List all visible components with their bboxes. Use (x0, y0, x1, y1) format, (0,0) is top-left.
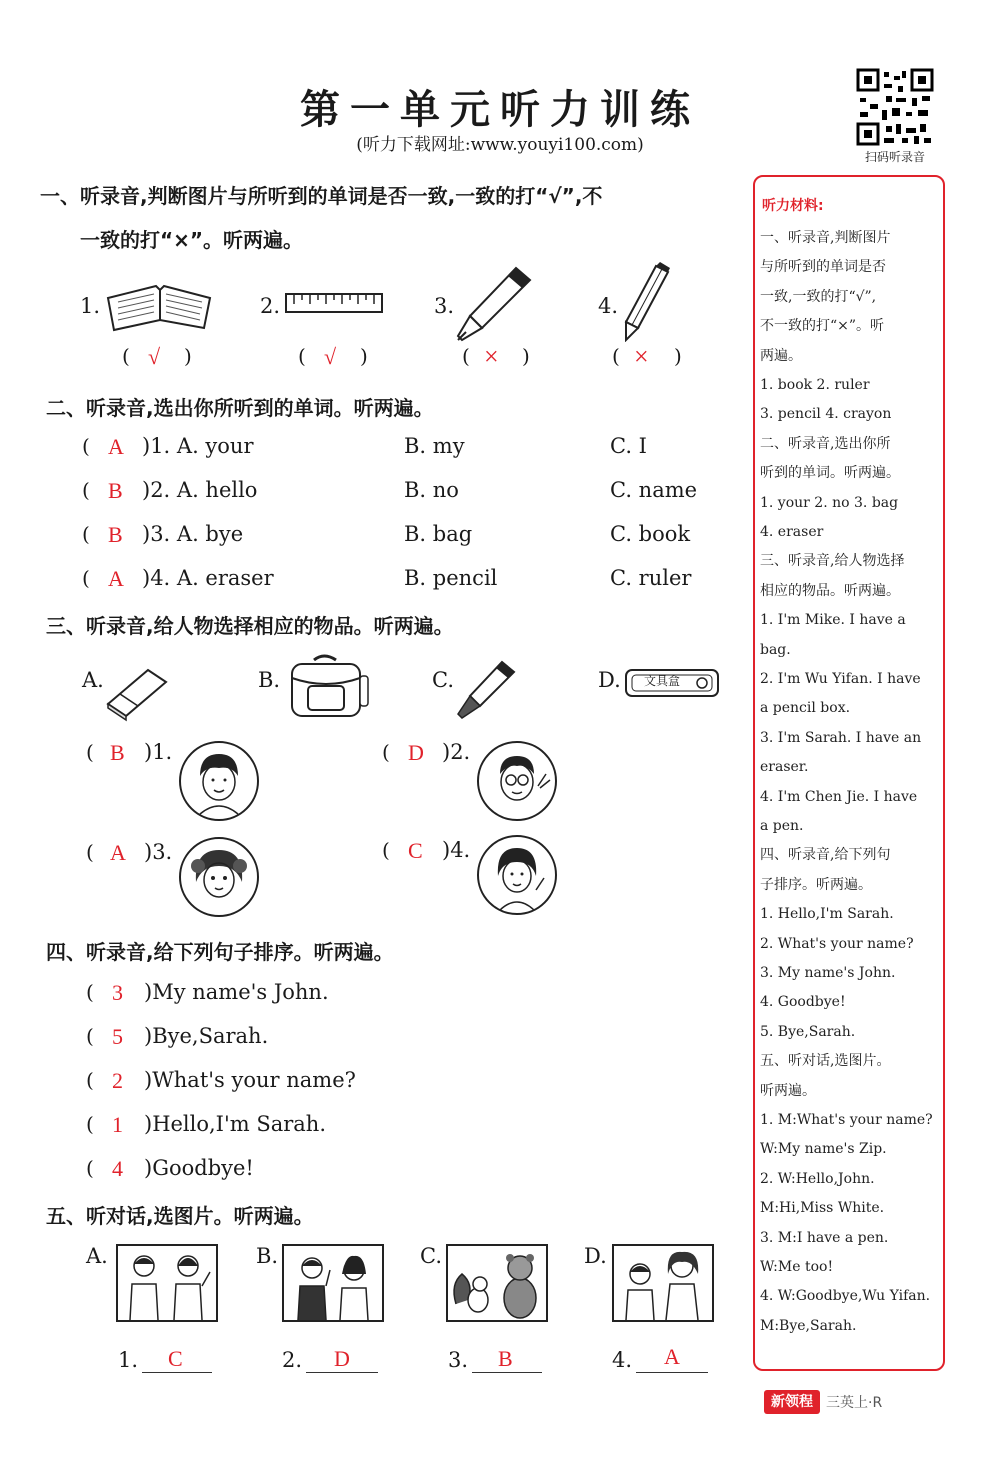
listening-script-line: 4. W:Goodbye,Wu Yifan. (760, 1288, 931, 1305)
listening-script-line: 四、听录音,给下列句 (760, 847, 891, 864)
answer-check: √ (324, 344, 337, 369)
listening-script-line: 1. I'm Mike. I have a (760, 612, 906, 629)
listening-script-line: 三、听录音,给人物选择 (760, 553, 905, 570)
option-a: )1. A. your (142, 434, 254, 458)
listening-script-line: 1. book 2. ruler (760, 377, 870, 393)
answer-order: 3 (112, 980, 123, 1005)
listening-script-line: 一致,一致的打“√”, (760, 288, 877, 305)
pencil-box-label: 文具盒 (644, 674, 681, 688)
answer-letter: A (664, 1344, 680, 1369)
section4-prompt: 四、听录音,给下列句子排序。听两遍。 (46, 940, 394, 964)
item-number: 3. (434, 294, 455, 318)
listening-script-line: 2. What's your name? (760, 935, 914, 952)
listening-script-line: 二、听录音,选出你所 (760, 435, 891, 452)
item-number: )2. (442, 740, 471, 764)
sentence: )What's your name? (144, 1068, 356, 1092)
option-c: C. name (610, 478, 698, 502)
option-label: D. (584, 1244, 607, 1268)
listening-script-line: 3. I'm Sarah. I have an (760, 729, 922, 746)
answer-letter: B (108, 522, 123, 547)
section1-prompt: 一、听录音,判断图片与所听到的单词是否一致,一致的打“√”,不 (40, 184, 603, 208)
footer-text: 三英上·R (826, 1395, 883, 1411)
section3-prompt: 三、听录音,给人物选择相应的物品。听两遍。 (46, 614, 454, 638)
dialogue-picture-c (446, 1244, 548, 1322)
book-icon (104, 276, 214, 336)
answer-letter: C (168, 1346, 183, 1371)
listening-script-line: 与所听到的单词是否 (760, 259, 886, 276)
listening-script-line: 2. W:Hello,John. (760, 1170, 875, 1187)
item-number: 2. (260, 294, 281, 318)
listening-script-line: M:Bye,Sarah. (760, 1317, 857, 1334)
listening-script-line: W:Me too! (760, 1259, 834, 1275)
listening-script-line: 4. eraser (760, 524, 824, 540)
option-label: D. (598, 668, 621, 692)
option-b: B. my (404, 434, 465, 458)
schoolbag-icon (284, 652, 370, 722)
girl-avatar-icon (178, 836, 260, 918)
option-c: C. ruler (610, 566, 692, 590)
section1-prompt-line2: 一致的打“×”。听两遍。 (80, 228, 304, 252)
sentence: )Hello,I'm Sarah. (144, 1112, 327, 1136)
listening-script-heading: 听力材料: (762, 198, 824, 214)
eraser-icon (104, 664, 170, 722)
answer-letter: D (408, 740, 424, 765)
qr-caption: 扫码听录音 (864, 150, 925, 164)
answer-letter: D (334, 1346, 350, 1371)
listening-script-line: 相应的物品。听两遍。 (760, 582, 900, 599)
girl-waving-avatar-icon (476, 834, 558, 916)
qr-code-icon[interactable] (856, 68, 934, 146)
option-label: A. (82, 668, 104, 692)
option-b: B. pencil (404, 566, 498, 590)
listening-script-line: 子排序。听两遍。 (760, 876, 872, 893)
option-a: )4. A. eraser (142, 566, 274, 590)
answer-letter: A (110, 840, 126, 865)
listening-script-line: W:My name's Zip. (760, 1141, 887, 1158)
pen-icon (454, 658, 518, 722)
option-label: B. (258, 668, 281, 692)
sentence: )My name's John. (144, 980, 329, 1004)
option-label: C. (420, 1244, 442, 1268)
listening-script-line: 2. I'm Wu Yifan. I have (760, 671, 921, 687)
dialogue-picture-a (116, 1244, 218, 1322)
listening-script-line: 1. your 2. no 3. bag (760, 494, 899, 511)
boy-avatar-icon (178, 740, 260, 822)
listening-script-line: 听两遍。 (760, 1082, 816, 1099)
listening-script-line: 5. Bye,Sarah. (760, 1023, 856, 1040)
section2-prompt: 二、听录音,选出你所听到的单词。听两遍。 (46, 396, 434, 420)
listening-script-line: eraser. (760, 759, 809, 776)
option-b: B. no (404, 478, 459, 502)
item-number: 4. (598, 294, 619, 318)
item-number: 1. (80, 294, 101, 318)
listening-script-line: a pencil box. (760, 700, 851, 717)
option-c: C. I (610, 434, 647, 458)
listening-script-line: a pen. (760, 818, 804, 834)
item-number: )4. (442, 838, 471, 862)
listening-script-line: 1. M:What's your name? (760, 1112, 933, 1128)
listening-script-line: 听到的单词。听两遍。 (760, 465, 900, 482)
listening-script-line: 五、听对话,选图片。 (760, 1053, 891, 1070)
item-number: 1. (118, 1348, 139, 1372)
answer-letter: A (108, 566, 124, 591)
listening-script-line: 1. Hello,I'm Sarah. (760, 906, 894, 923)
ruler-icon (284, 290, 384, 316)
publisher-logo: 新领程 (764, 1390, 820, 1414)
listening-script-line: M:Hi,Miss White. (760, 1200, 885, 1217)
answer-cross: × (484, 342, 499, 371)
listening-script-line: 3. M:I have a pen. (760, 1229, 889, 1246)
pencil-icon (616, 262, 672, 342)
answer-check: √ (148, 344, 161, 369)
dialogue-picture-d (612, 1244, 714, 1322)
answer-order: 1 (112, 1112, 123, 1137)
listening-script-line: 一、听录音,判断图片 (760, 230, 891, 246)
download-url: (听力下载网址:www.youyi100.com) (356, 135, 644, 155)
answer-order: 2 (112, 1068, 123, 1093)
option-label: B. (256, 1244, 279, 1268)
answer-order: 5 (112, 1024, 123, 1049)
answer-letter: C (408, 838, 423, 863)
option-a: )2. A. hello (142, 478, 258, 502)
item-number: )3. (144, 840, 173, 864)
boy-glasses-avatar-icon (476, 740, 558, 822)
listening-script-line: 3. pencil 4. crayon (760, 406, 892, 423)
answer-letter: A (108, 434, 124, 459)
item-number: 4. (612, 1348, 633, 1372)
option-c: C. book (610, 522, 691, 546)
option-a: )3. A. bye (142, 522, 244, 546)
section5-prompt: 五、听对话,选图片。听两遍。 (46, 1204, 314, 1228)
listening-script-line: 不一致的打“×”。听 (760, 318, 885, 335)
item-number: 2. (282, 1348, 303, 1372)
sentence: )Goodbye! (144, 1156, 254, 1180)
listening-script-line: bag. (760, 641, 791, 658)
page-title: 第一单元听力训练 (300, 87, 700, 133)
answer-order: 4 (112, 1156, 123, 1181)
item-number: )1. (144, 740, 173, 764)
answer-cross: × (634, 342, 649, 371)
listening-script-line: 3. My name's John. (760, 965, 896, 981)
dialogue-picture-b (282, 1244, 384, 1322)
answer-letter: B (110, 740, 125, 765)
answer-letter: B (108, 478, 123, 503)
answer-letter: B (498, 1346, 513, 1371)
pen-icon (452, 262, 536, 346)
listening-script-line: 两遍。 (760, 347, 802, 364)
option-label: C. (432, 668, 454, 692)
option-label: A. (86, 1244, 108, 1268)
item-number: 3. (448, 1348, 469, 1372)
sentence: )Bye,Sarah. (144, 1024, 269, 1048)
listening-script-line: 4. I'm Chen Jie. I have (760, 788, 918, 805)
listening-script-line: 4. Goodbye! (760, 994, 846, 1011)
option-b: B. bag (404, 522, 473, 546)
